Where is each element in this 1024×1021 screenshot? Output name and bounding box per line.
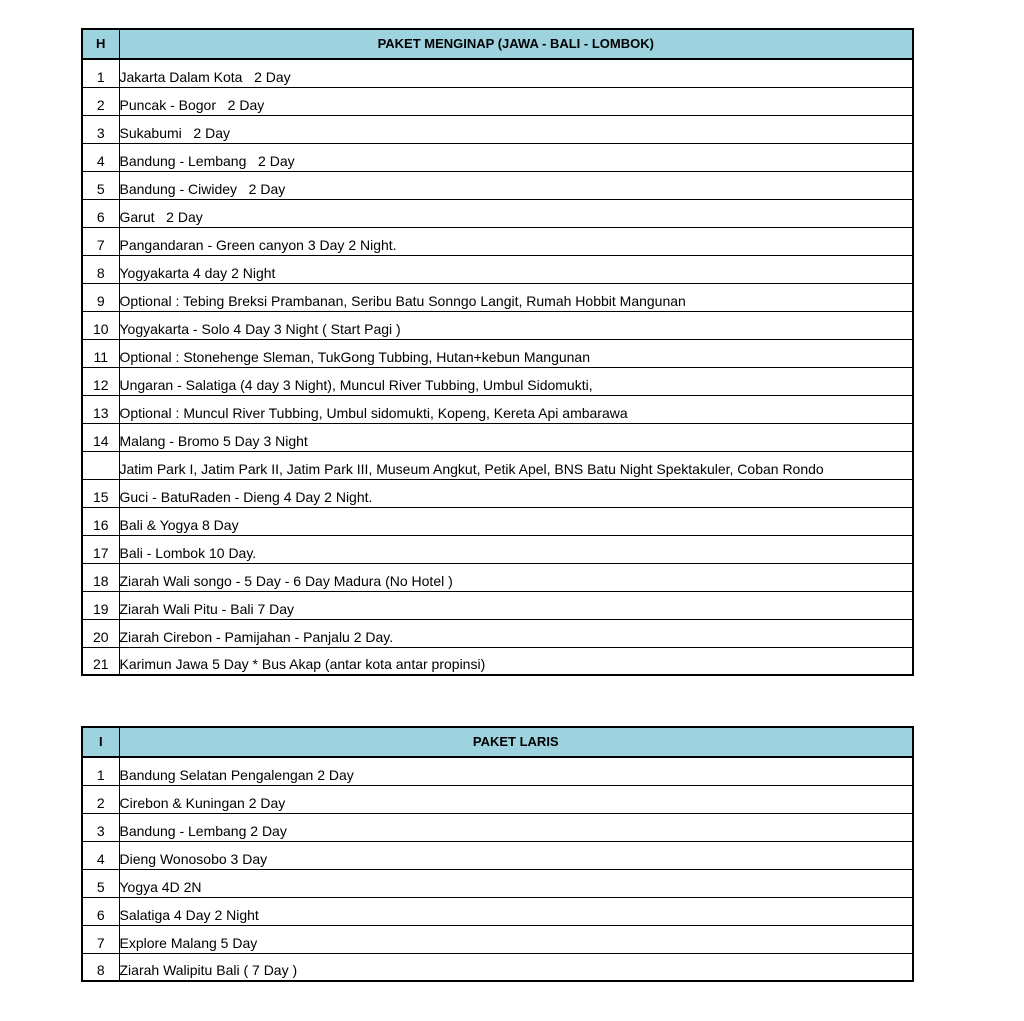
table-row: [82, 115, 913, 143]
row-description: Cirebon & Kuningan 2 Day: [119, 785, 913, 813]
row-description: Ziarah Cirebon - Pamijahan - Panjalu 2 Day.: [119, 619, 913, 647]
section-code: H: [82, 29, 119, 59]
row-number: 6: [82, 897, 119, 925]
table-row: [82, 395, 913, 423]
row-description: Bandung - Lembang 2 Day: [119, 143, 913, 171]
table-row: [82, 953, 913, 981]
package-table-menginap: [81, 28, 914, 676]
table-row: [82, 171, 913, 199]
row-number: 3: [82, 813, 119, 841]
row-number: 4: [82, 143, 119, 171]
row-description: Yogyakarta - Solo 4 Day 3 Night ( Start Pagi ): [119, 311, 913, 339]
package-table-laris: [81, 726, 914, 982]
row-description: Optional : Tebing Breksi Prambanan, Seribu Batu Sonngo Langit, Rumah Hobbit Mangunan: [119, 283, 913, 311]
table-row: [82, 757, 913, 785]
row-description: Optional : Stonehenge Sleman, TukGong Tubbing, Hutan+kebun Mangunan: [119, 339, 913, 367]
table-row: [82, 87, 913, 115]
table-row: [82, 143, 913, 171]
row-description: Malang - Bromo 5 Day 3 Night: [119, 423, 913, 451]
row-number: 8: [82, 953, 119, 981]
table-body: [82, 59, 913, 675]
row-number: 10: [82, 311, 119, 339]
row-description: Bali - Lombok 10 Day.: [119, 535, 913, 563]
row-number: 15: [82, 479, 119, 507]
row-number: 18: [82, 563, 119, 591]
row-number: 2: [82, 87, 119, 115]
table-row: [82, 423, 913, 451]
row-description: Ziarah Wali songo - 5 Day - 6 Day Madura (No Hotel ): [119, 563, 913, 591]
row-description: Salatiga 4 Day 2 Night: [119, 897, 913, 925]
row-description: Puncak - Bogor 2 Day: [119, 87, 913, 115]
row-number: 2: [82, 785, 119, 813]
row-number: 13: [82, 395, 119, 423]
section-code: I: [82, 727, 119, 757]
row-number: 1: [82, 757, 119, 785]
row-description: Karimun Jawa 5 Day * Bus Akap (antar kota antar propinsi): [119, 647, 913, 675]
row-description: Ziarah Wali Pitu - Bali 7 Day: [119, 591, 913, 619]
row-description: Garut 2 Day: [119, 199, 913, 227]
row-description: Bali & Yogya 8 Day: [119, 507, 913, 535]
row-number: [82, 451, 119, 479]
row-description: Bandung Selatan Pengalengan 2 Day: [119, 757, 913, 785]
table-row: [82, 451, 913, 479]
table-row: [82, 841, 913, 869]
table-body: [82, 757, 913, 981]
table-row: [82, 227, 913, 255]
row-description: Yogyakarta 4 day 2 Night: [119, 255, 913, 283]
row-description: Optional : Muncul River Tubbing, Umbul sidomukti, Kopeng, Kereta Api ambarawa: [119, 395, 913, 423]
row-number: 7: [82, 227, 119, 255]
row-number: 16: [82, 507, 119, 535]
row-description: Bandung - Ciwidey 2 Day: [119, 171, 913, 199]
table-row: [82, 897, 913, 925]
table-row: [82, 311, 913, 339]
row-number: 7: [82, 925, 119, 953]
row-number: 3: [82, 115, 119, 143]
row-description: Pangandaran - Green canyon 3 Day 2 Night.: [119, 227, 913, 255]
row-number: 21: [82, 647, 119, 675]
row-description: Ungaran - Salatiga (4 day 3 Night), Muncul River Tubbing, Umbul Sidomukti,: [119, 367, 913, 395]
table-row: [82, 479, 913, 507]
row-number: 9: [82, 283, 119, 311]
row-number: 4: [82, 841, 119, 869]
table-row: [82, 339, 913, 367]
row-number: 17: [82, 535, 119, 563]
table-row: [82, 619, 913, 647]
row-description: Ziarah Walipitu Bali ( 7 Day ): [119, 953, 913, 981]
table-row: [82, 59, 913, 87]
row-number: 19: [82, 591, 119, 619]
row-description: Jakarta Dalam Kota 2 Day: [119, 59, 913, 87]
table-row: [82, 507, 913, 535]
row-number: 5: [82, 171, 119, 199]
row-number: 20: [82, 619, 119, 647]
row-description: Sukabumi 2 Day: [119, 115, 913, 143]
table-header-row: [82, 29, 913, 59]
table-row: [82, 925, 913, 953]
table-row: [82, 535, 913, 563]
row-description: Explore Malang 5 Day: [119, 925, 913, 953]
row-description: Jatim Park I, Jatim Park II, Jatim Park III, Museum Angkut, Petik Apel, BNS Batu Night Spektakuler, Coban Rondo: [119, 451, 913, 479]
row-description: Guci - BatuRaden - Dieng 4 Day 2 Night.: [119, 479, 913, 507]
row-number: 5: [82, 869, 119, 897]
row-number: 14: [82, 423, 119, 451]
table-row: [82, 283, 913, 311]
row-number: 6: [82, 199, 119, 227]
table-header-row: [82, 727, 913, 757]
table-row: [82, 785, 913, 813]
row-description: Yogya 4D 2N: [119, 869, 913, 897]
table-row: [82, 367, 913, 395]
row-description: Bandung - Lembang 2 Day: [119, 813, 913, 841]
row-number: 11: [82, 339, 119, 367]
row-number: 8: [82, 255, 119, 283]
table-row: [82, 813, 913, 841]
table-row: [82, 563, 913, 591]
table-row: [82, 591, 913, 619]
row-description: Dieng Wonosobo 3 Day: [119, 841, 913, 869]
table-row: [82, 869, 913, 897]
row-number: 1: [82, 59, 119, 87]
section-title: PAKET LARIS: [119, 727, 913, 757]
row-number: 12: [82, 367, 119, 395]
table-row: [82, 255, 913, 283]
section-title: PAKET MENGINAP (JAWA - BALI - LOMBOK): [119, 29, 913, 59]
table-row: [82, 647, 913, 675]
table-row: [82, 199, 913, 227]
